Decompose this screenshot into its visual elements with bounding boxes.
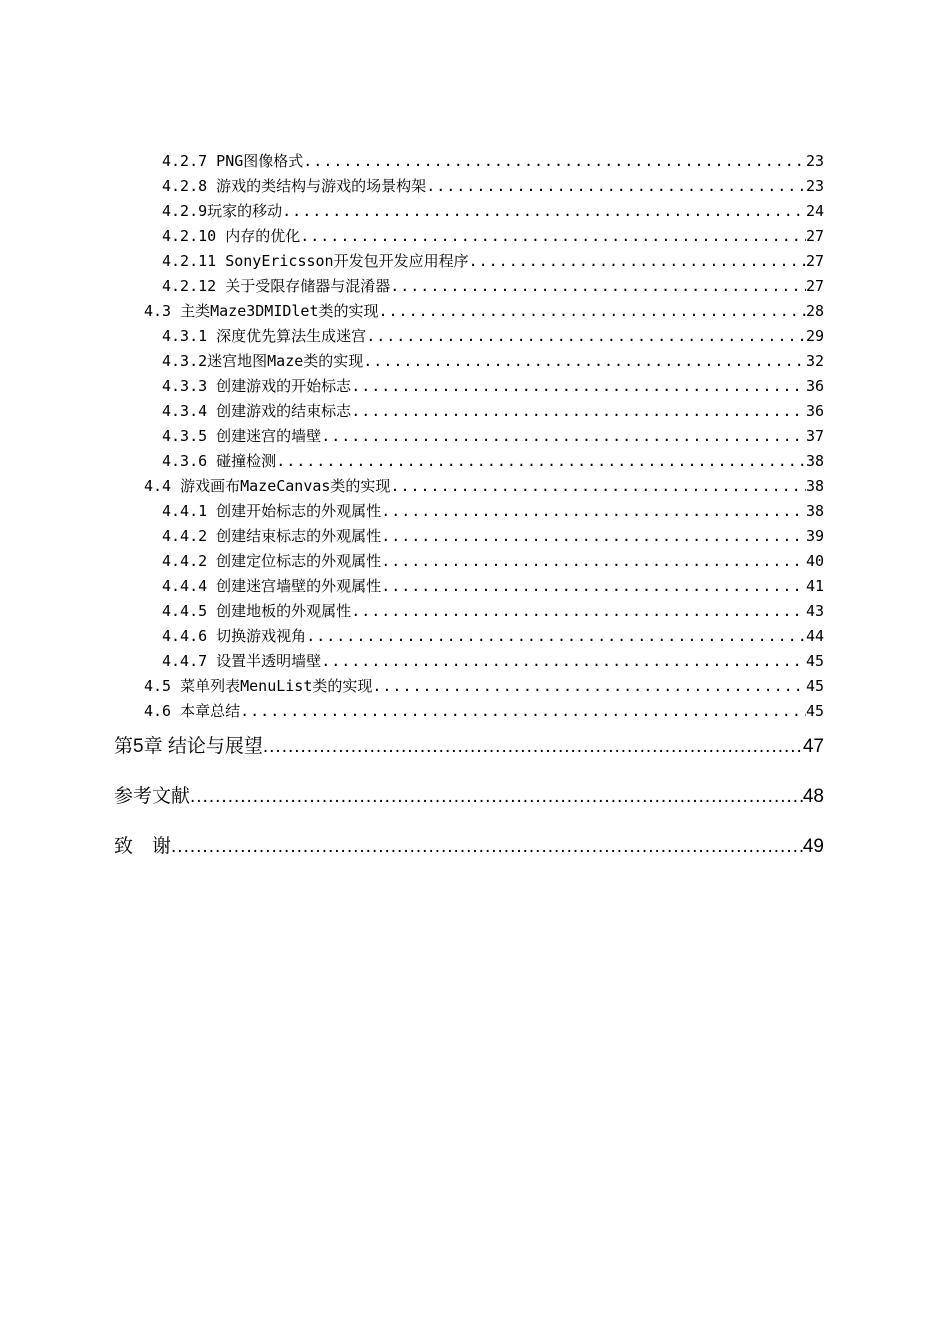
toc-dot-leader [351, 399, 806, 424]
toc-entry-title: 4.2.10 内存的优化 [162, 227, 301, 245]
toc-entry-page-number: 49 [802, 836, 824, 857]
toc-entry-page-number: 38 [805, 452, 824, 470]
toc-dot-leader [390, 274, 806, 299]
toc-dot-leader [381, 499, 806, 524]
toc-entry-title: 第5章 结论与展望 [114, 736, 263, 757]
toc-entry[interactable] [114, 832, 824, 862]
toc-entry-page-number: 37 [805, 427, 824, 445]
toc-entry-page-number: 45 [805, 702, 824, 720]
toc-entry[interactable] [114, 782, 824, 812]
toc-entry-title: 4.4.7 设置半透明墙壁 [162, 652, 322, 670]
toc-entry-page-number: 36 [805, 377, 824, 395]
toc-entry-page-number: 40 [805, 552, 824, 570]
toc-entry-title: 4.4.6 切换游戏视角 [162, 627, 307, 645]
toc-entry[interactable] [162, 649, 824, 674]
toc-entry-title: 4.2.8 游戏的类结构与游戏的场景构架 [162, 177, 427, 195]
toc-entry[interactable] [162, 274, 824, 299]
toc-dot-leader [282, 199, 806, 224]
toc-entry-page-number: 28 [805, 302, 824, 320]
toc-entry-title: 4.3.2迷宫地图Maze类的实现 [162, 352, 364, 370]
toc-dot-leader [426, 174, 806, 199]
toc-dot-leader [381, 524, 806, 549]
toc-entry[interactable] [162, 349, 824, 374]
toc-dot-leader [469, 249, 806, 274]
toc-entry-page-number: 24 [805, 202, 824, 220]
toc-entry-title: 4.3 主类Maze3DMIDlet类的实现 [144, 302, 379, 320]
toc-entry[interactable] [162, 199, 824, 224]
toc-dot-leader [351, 599, 806, 624]
toc-entry-page-number: 47 [802, 736, 824, 757]
toc-entry-page-number: 44 [805, 627, 824, 645]
toc-entry[interactable] [162, 549, 824, 574]
toc-dot-leader [390, 474, 806, 499]
toc-entry-title: 4.2.7 PNG图像格式 [162, 152, 304, 170]
toc-entry-title: 致 谢 [114, 836, 172, 857]
toc-entry[interactable] [162, 224, 824, 249]
toc-entry-title: 4.3.1 深度优先算法生成迷宫 [162, 327, 367, 345]
toc-entry-title: 4.4.2 创建定位标志的外观属性 [162, 552, 382, 570]
toc-entry[interactable] [144, 674, 824, 699]
toc-dot-leader [381, 574, 806, 599]
toc-entry-page-number: 41 [805, 577, 824, 595]
toc-entry-title: 4.4.1 创建开始标志的外观属性 [162, 502, 382, 520]
toc-dot-leader [381, 549, 806, 574]
toc-dot-leader [363, 349, 806, 374]
toc-dot-leader [366, 324, 806, 349]
toc-entry[interactable] [162, 424, 824, 449]
toc-entry[interactable] [144, 299, 824, 324]
toc-entry[interactable] [162, 599, 824, 624]
toc-dot-leader [263, 732, 803, 762]
toc-entry-title: 4.4 游戏画布MazeCanvas类的实现 [144, 477, 391, 495]
toc-entry-title: 4.2.12 关于受限存储器与混淆器 [162, 277, 391, 295]
toc-entry-title: 4.3.5 创建迷宫的墙壁 [162, 427, 322, 445]
toc-entry-title: 4.3.6 碰撞检测 [162, 452, 277, 470]
toc-entry-page-number: 38 [805, 502, 824, 520]
toc-dot-leader [240, 699, 806, 724]
toc-entry-title: 4.4.4 创建迷宫墙壁的外观属性 [162, 577, 382, 595]
toc-entry-page-number: 32 [805, 352, 824, 370]
toc-dot-leader [276, 449, 806, 474]
toc-entry-title: 4.3.3 创建游戏的开始标志 [162, 377, 352, 395]
toc-entry-title: 4.5 菜单列表MenuList类的实现 [144, 677, 373, 695]
toc-dot-leader [171, 832, 803, 862]
toc-dot-leader [351, 374, 806, 399]
toc-dot-leader [300, 224, 806, 249]
toc-entry[interactable] [162, 499, 824, 524]
toc-entry[interactable] [144, 474, 824, 499]
toc-entry[interactable] [162, 524, 824, 549]
toc-entry-page-number: 27 [805, 227, 824, 245]
toc-entry[interactable] [162, 324, 824, 349]
toc-entry-title: 4.6 本章总结 [144, 702, 241, 720]
toc-dot-leader [321, 424, 806, 449]
toc-entry[interactable] [162, 149, 824, 174]
toc-dot-leader [372, 674, 806, 699]
toc-entry-page-number: 45 [805, 677, 824, 695]
toc-entry-page-number: 27 [805, 252, 824, 270]
toc-entry-page-number: 43 [805, 602, 824, 620]
toc-dot-leader [321, 649, 806, 674]
toc-entry-page-number: 27 [805, 277, 824, 295]
toc-entry[interactable] [162, 624, 824, 649]
toc-entry-page-number: 23 [805, 152, 824, 170]
toc-entry-title: 4.3.4 创建游戏的结束标志 [162, 402, 352, 420]
toc-entry[interactable] [162, 449, 824, 474]
toc-entry[interactable] [162, 174, 824, 199]
toc-entry[interactable] [162, 374, 824, 399]
toc-entry[interactable] [114, 732, 824, 762]
toc-entry-page-number: 23 [805, 177, 824, 195]
toc-entry-page-number: 29 [805, 327, 824, 345]
toc-entry-title: 4.2.11 SonyEricsson开发包开发应用程序 [162, 252, 469, 270]
toc-entry[interactable] [162, 574, 824, 599]
toc-entry-title: 4.2.9玩家的移动 [162, 202, 283, 220]
toc-entry-title: 4.4.5 创建地板的外观属性 [162, 602, 352, 620]
toc-entry-title: 4.4.2 创建结束标志的外观属性 [162, 527, 382, 545]
toc-dot-leader [190, 782, 803, 812]
toc-entry[interactable] [144, 699, 824, 724]
toc-entry[interactable] [162, 399, 824, 424]
toc-dot-leader [303, 149, 806, 174]
toc-entry-page-number: 38 [805, 477, 824, 495]
toc-dot-leader [306, 624, 806, 649]
toc-entry-page-number: 48 [802, 786, 824, 807]
toc-entry-page-number: 36 [805, 402, 824, 420]
toc-entry-title: 参考文献 [114, 786, 191, 807]
toc-entry[interactable] [162, 249, 824, 274]
toc-entry-page-number: 45 [805, 652, 824, 670]
toc-entry-page-number: 39 [805, 527, 824, 545]
toc-dot-leader [379, 299, 806, 324]
